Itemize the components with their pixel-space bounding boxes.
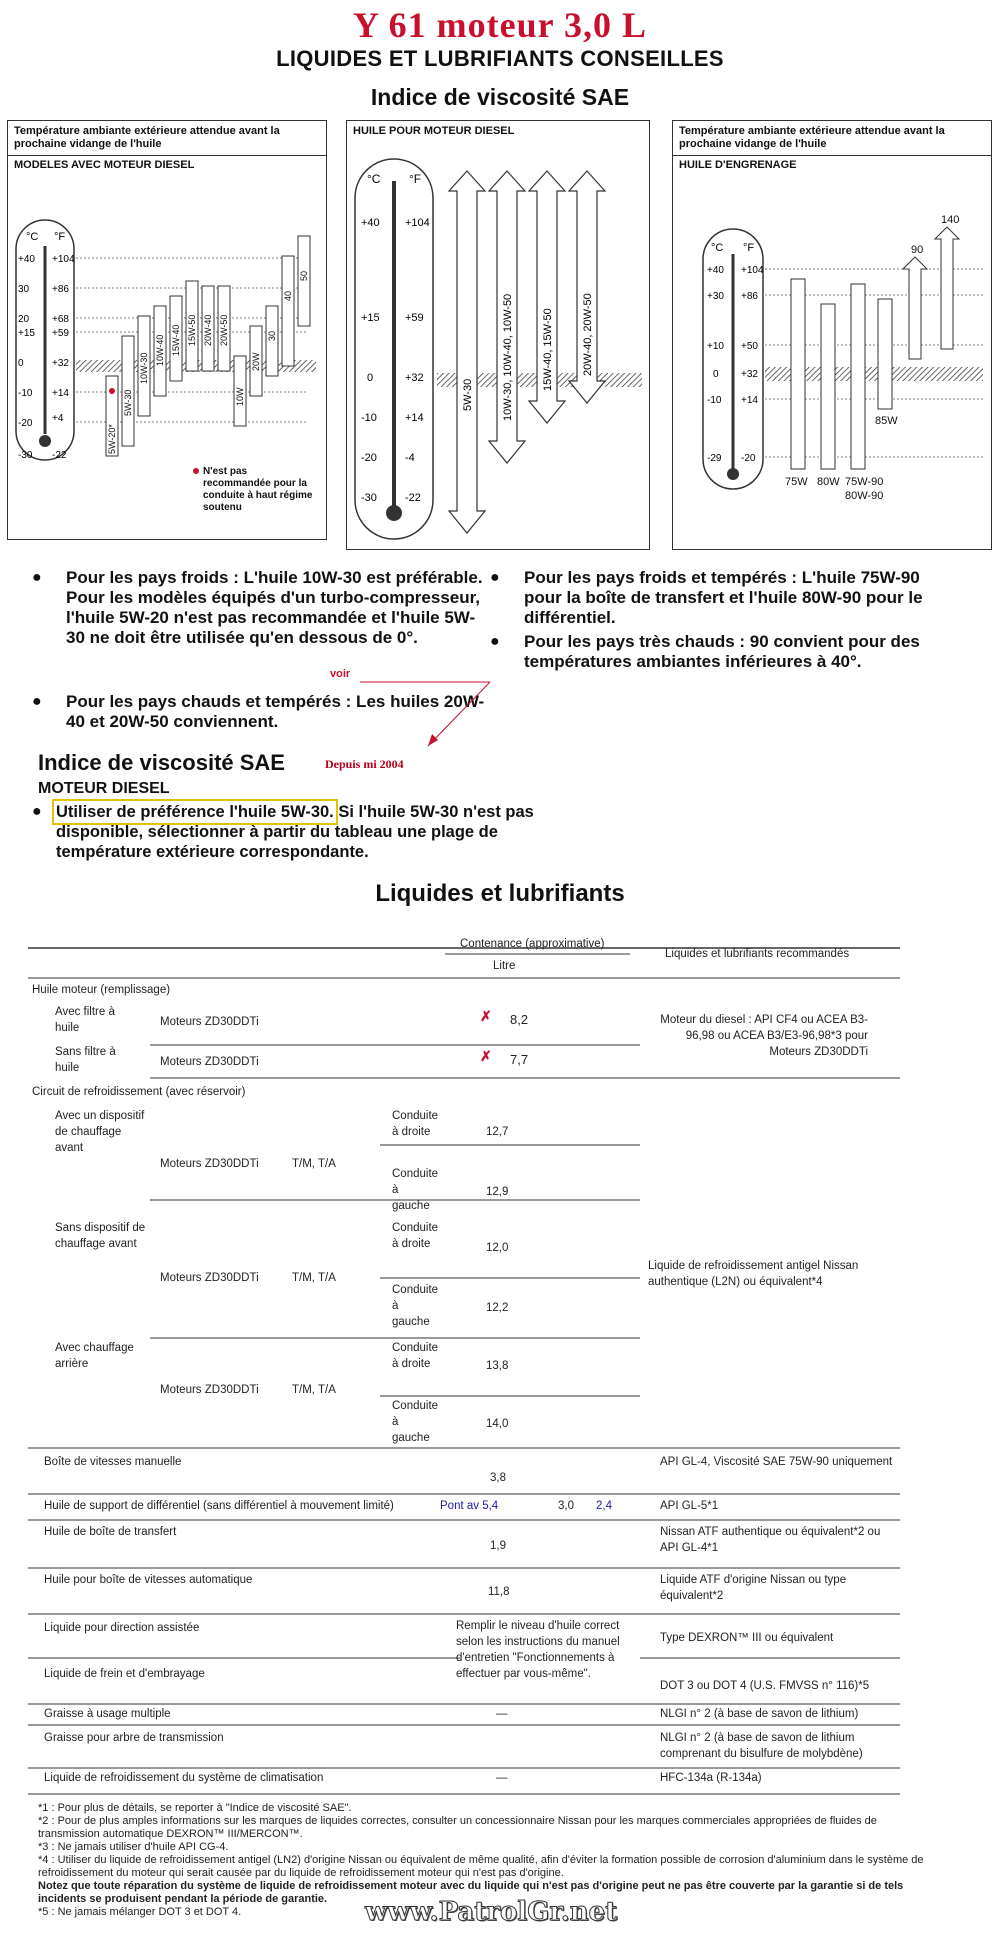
row-reco: Liquide ATF d'origine Nissan ou type équivalent*2 (660, 1574, 847, 1602)
tick-c: +10 (707, 341, 724, 352)
cool-value: 14,0 (486, 1418, 509, 1430)
bullet-icon: ● (32, 803, 42, 820)
moteurs-label: Moteurs ZD30DDTi (160, 1056, 259, 1068)
value-avec-filtre: 8,2 (510, 1012, 529, 1027)
header-litre: Litre (493, 960, 516, 972)
bullet-cold-temperate (490, 568, 954, 628)
gear-label: 85W (875, 415, 898, 427)
tick-f: +59 (405, 312, 424, 324)
tick-f: -22 (405, 492, 421, 504)
tick-f: +4 (52, 413, 64, 424)
row-avec-filtre: Avec filtre à huile (55, 1006, 115, 1034)
bullet-text: Si l'huile 5W-30 n'est pas disponible, sélectionner à partir du tableau une plage de température extérieure correspondante. (56, 803, 534, 861)
row-reco: NLGI n° 2 (à base de savon de lithium) (660, 1708, 859, 1720)
tmta-label: T/M, T/A (292, 1272, 336, 1284)
bar-label: 10W-40 (155, 334, 165, 366)
bar-label: 10W-30 (139, 352, 149, 384)
tick-f: +59 (52, 328, 69, 339)
viscosity-chart-gear (673, 169, 991, 547)
tick-c: 0 (367, 372, 374, 384)
tick-f: +104 (405, 217, 430, 229)
row-label: Boîte de vitesses manuelle (44, 1456, 182, 1468)
tick-f: +104 (741, 265, 764, 276)
reco-moteur: Moteur du diesel : API CF4 ou ACEA B3-96,98 ou ACEA B3/E3-96,98*3 pour Moteurs ZD30DDTi (660, 1014, 868, 1058)
crossed-value: ✗ (480, 1008, 492, 1024)
row-reco: Nissan ATF authentique ou équivalent*2 ou API GL-4*1 (660, 1526, 881, 1554)
remplir-note: Remplir le niveau d'huile correct selon les instructions du manuel d'entretien "Fonctionnements à effectuer par vous-même". (456, 1620, 620, 1680)
tick-c: +15 (18, 328, 35, 339)
tick-c: 0 (713, 369, 719, 380)
sae-2004-bullet (32, 802, 586, 862)
bar-label: 50 (299, 270, 309, 281)
tick-c: -20 (18, 418, 33, 429)
tick-f: -4 (405, 452, 415, 464)
tick-c: -30 (18, 450, 33, 461)
row-reco: Type DEXRON™ III ou équivalent (660, 1632, 834, 1644)
gear-label: 75W-90 (845, 476, 884, 488)
row-label: Graisse pour arbre de transmission (44, 1732, 224, 1744)
bullet-text: Pour les pays très chauds : 90 convient pour des températures ambiantes inférieures à 40°. (524, 632, 920, 671)
bar-label: 5W-20* (107, 424, 117, 454)
tick-f: +32 (741, 369, 758, 380)
moteurs-label: Moteurs ZD30DDTi (160, 1384, 259, 1396)
cool-value: 12,2 (486, 1302, 509, 1314)
pont-av: Pont av 5,4 (440, 1500, 499, 1512)
bar-label: 20W-40 (203, 314, 213, 346)
svg-text:°C: °C (26, 231, 39, 243)
bar-label: 10W-30, 10W-40, 10W-50 (502, 293, 514, 421)
row-sans-chauffage-av: Sans dispositif de chauffage avant (55, 1222, 146, 1250)
cond-droite: Conduite à droite (392, 1222, 439, 1250)
bar-label: 30 (267, 330, 277, 341)
row-value: — (496, 1708, 508, 1720)
tick-c: +30 (707, 291, 724, 302)
footnote: Notez que toute réparation du système de liquide de refroidissement moteur avec du liquide qui n'est pas d'origine peut ne pas être couverte par la garantie si de tels incidents se produisent pendant la période de garantie. (38, 1880, 904, 1905)
tmta-label: T/M, T/A (292, 1158, 336, 1170)
row-reco: API GL-5*1 (660, 1500, 719, 1512)
row-label: Huile de boîte de transfert (44, 1526, 177, 1538)
table-title: Liquides et lubrifiants (375, 880, 625, 907)
bar-label: 10W (235, 387, 245, 406)
cond-gauche: Conduite à gauche (392, 1168, 439, 1212)
bullet-text: Pour les pays chauds et tempérés : Les huiles 20W-40 et 20W-50 conviennent. (66, 692, 485, 731)
sae-2004-title: Indice de viscosité SAE (38, 750, 285, 775)
row-value: 1,9 (490, 1540, 506, 1552)
cool-value: 12,0 (486, 1242, 509, 1254)
section-title: Indice de viscosité SAE (370, 84, 630, 110)
cool-value: 12,9 (486, 1186, 509, 1198)
moteurs-label: Moteurs ZD30DDTi (160, 1016, 259, 1028)
bullet-icon: ● (32, 569, 42, 586)
highlighted-text: Utiliser de préférence l'huile 5W-30. (56, 803, 334, 821)
tick-c: +40 (18, 254, 35, 265)
row-reco: HFC-134a (R-134a) (660, 1772, 762, 1784)
tick-c: -20 (361, 452, 377, 464)
row-label: Liquide de frein et d'embrayage (44, 1668, 205, 1680)
tick-c: +15 (361, 312, 380, 324)
bar-label: 15W-40 (171, 324, 181, 356)
svg-text:°F: °F (409, 172, 422, 186)
cond-droite: Conduite à droite (392, 1110, 439, 1138)
footnote: *3 : Ne jamais utiliser d'huile API CG-4. (38, 1841, 229, 1853)
tick-f: +68 (52, 314, 69, 325)
tick-f: +32 (405, 372, 424, 384)
sae-2004-sub: MOTEUR DIESEL (38, 780, 170, 797)
footnote: *2 : Pour de plus amples informations sur les marques de liquides correctes, consulter un concessionnaire Nissan pour les marques commerciales appropriées de fluides de transmission automatique DEXRON™ III/MERCON™. (38, 1815, 877, 1840)
header-contenance: Contenance (approximative) (460, 938, 605, 950)
footnote: *5 : Ne jamais mélanger DOT 3 et DOT 4. (38, 1906, 242, 1918)
tick-f: +14 (52, 388, 69, 399)
tick-c: -10 (707, 395, 722, 406)
panel-head: Température ambiante extérieure attendue avant la prochaine vidange de l'huile (673, 121, 991, 156)
reco-cool: Liquide de refroidissement antigel Nissan authentique (L2N) ou équivalent*4 (648, 1260, 859, 1288)
panel-gear-oil (672, 120, 992, 550)
page-subtitle: LIQUIDES ET LUBRIFIANTS CONSEILLES (276, 46, 724, 71)
footnote: *1 : Pour plus de détails, se reporter à "Indice de viscosité SAE". (38, 1802, 352, 1814)
row-label: Graisse à usage multiple (44, 1708, 171, 1720)
gear-label: 140 (941, 214, 960, 226)
voir-arrow (360, 676, 510, 756)
panel-diesel-oil (346, 120, 650, 550)
tick-f: +86 (741, 291, 758, 302)
row-label: Huile pour boîte de vitesses automatique (44, 1574, 253, 1586)
moteurs-label: Moteurs ZD30DDTi (160, 1272, 259, 1284)
crossed-value: ✗ (480, 1048, 492, 1064)
bullet-icon: ● (32, 693, 42, 710)
cond-gauche: Conduite à gauche (392, 1400, 439, 1444)
moteurs-label: Moteurs ZD30DDTi (160, 1158, 259, 1170)
row-label: Liquide pour direction assistée (44, 1622, 200, 1634)
not-recommended-note: N'est pas recommandée pour la conduite à haut régime soutenu (203, 466, 313, 513)
tick-c: -29 (707, 453, 722, 464)
tick-f: +50 (741, 341, 758, 352)
panel-head: HUILE POUR MOTEUR DIESEL (353, 125, 515, 137)
row-value: — (496, 1772, 508, 1784)
cond-gauche: Conduite à gauche (392, 1284, 439, 1328)
gear-label: 80W-90 (845, 490, 884, 502)
row-label: Liquide de refroidissement du système de climatisation (44, 1772, 324, 1784)
row-label: Huile de support de différentiel (sans différentiel à mouvement limité) (44, 1500, 394, 1512)
bullet-cold (32, 568, 486, 648)
cool-value: 12,7 (486, 1126, 509, 1138)
row-reco: NLGI n° 2 (à base de savon de lithium comprenant du bisulfure de molybdène) (660, 1732, 863, 1760)
svg-text:°F: °F (54, 231, 66, 243)
bar-label: 5W-30 (123, 389, 133, 416)
tick-f: -20 (741, 453, 756, 464)
tick-c: 20 (18, 314, 30, 325)
pont-r: 2,4 (596, 1500, 612, 1512)
row-sans-filtre: Sans filtre à huile (55, 1046, 116, 1074)
cool-value: 13,8 (486, 1360, 509, 1372)
panel-head: Température ambiante extérieure attendue avant la prochaine vidange de l'huile (8, 121, 326, 156)
bullet-icon: ● (490, 633, 500, 650)
row-value: 11,8 (488, 1586, 510, 1598)
bar-label: 20W-40, 20W-50 (582, 293, 594, 376)
row-reco: DOT 3 ou DOT 4 (U.S. FMVSS n° 116)*5 (660, 1680, 870, 1692)
bar-label: 15W-50 (187, 314, 197, 346)
panel-diesel-models (7, 120, 327, 540)
row-avec-chauffage-av: Avec un dispositif de chauffage avant (55, 1110, 145, 1154)
tick-f: +14 (741, 395, 758, 406)
gear-label: 90 (911, 244, 924, 256)
tick-f: +104 (52, 254, 75, 265)
tick-c: 0 (18, 358, 24, 369)
svg-text:°C: °C (367, 172, 381, 186)
bar-label: 40 (283, 290, 293, 301)
bar-label: 15W-40, 15W-50 (542, 308, 554, 391)
bullet-text: Pour les pays froids : L'huile 10W-30 est préférable. Pour les modèles équipés d'un turbo-compresseur, l'huile 5W-20 n'est pas recommandée et l'huile 5W-30 ne doit être utilisée qu'en dessous de 0°. (66, 568, 483, 647)
bullet-icon: ● (490, 569, 500, 586)
tick-c: -10 (361, 412, 377, 424)
gear-label: 75W (785, 476, 808, 488)
bar-label: 20W (251, 352, 261, 371)
svg-text:°C: °C (711, 242, 724, 254)
tick-f: -22 (52, 450, 67, 461)
cond-droite: Conduite à droite (392, 1342, 439, 1370)
depuis-note: Depuis mi 2004 (325, 757, 404, 771)
tmta-label: T/M, T/A (292, 1384, 336, 1396)
panel-sub: MODELES AVEC MOTEUR DIESEL (14, 159, 195, 171)
pont-mid: 3,0 (558, 1500, 574, 1512)
tick-f: +32 (52, 358, 69, 369)
row-value: 3,8 (490, 1472, 506, 1484)
value-sans-filtre: 7,7 (510, 1052, 529, 1067)
header-reco: Liquides et lubrifiants recommandés (665, 948, 850, 960)
viscosity-chart-middle (347, 141, 649, 546)
gear-label: 80W (817, 476, 840, 488)
svg-text:°F: °F (743, 242, 755, 254)
tick-f: +86 (52, 284, 69, 295)
bullet-very-hot (490, 632, 954, 672)
bar-label: 20W-50 (219, 314, 229, 346)
row-reco: API GL-4, Viscosité SAE 75W-90 uniquement (660, 1456, 893, 1468)
row-circuit: Circuit de refroidissement (avec réservoir) (32, 1086, 246, 1098)
watermark: www.PatrolGr.net (365, 1897, 618, 1927)
bullet-text: Pour les pays froids et tempérés : L'huile 75W-90 pour la boîte de transfert et l'huile 80W-90 pour le différentiel. (524, 568, 923, 627)
tick-c: +40 (361, 217, 380, 229)
bar-label: 5W-30 (462, 378, 474, 411)
footnote: *4 : Utiliser du liquide de refroidissement antigel (LN2) d'origine Nissan ou équivalent de même qualité, afin d'éviter la formation possible de corrosion d'aluminium dans le système de refroidissement du moteur qui serait causée par du liquide de refroidissement moteur qui n'est pas d'origine. (38, 1854, 924, 1879)
tick-c: -10 (18, 388, 33, 399)
page-title: Y 61 moteur 3,0 L (353, 5, 647, 45)
tick-f: +14 (405, 412, 424, 424)
tick-c: +40 (707, 265, 724, 276)
row-avec-chauffage-ar: Avec chauffage arrière (55, 1342, 134, 1370)
tick-c: 30 (18, 284, 30, 295)
row-huile-moteur: Huile moteur (remplissage) (32, 984, 171, 996)
panel-sub: HUILE D'ENGRENAGE (679, 159, 797, 171)
voir-annotation: voir (330, 668, 351, 680)
tick-c: -30 (361, 492, 377, 504)
